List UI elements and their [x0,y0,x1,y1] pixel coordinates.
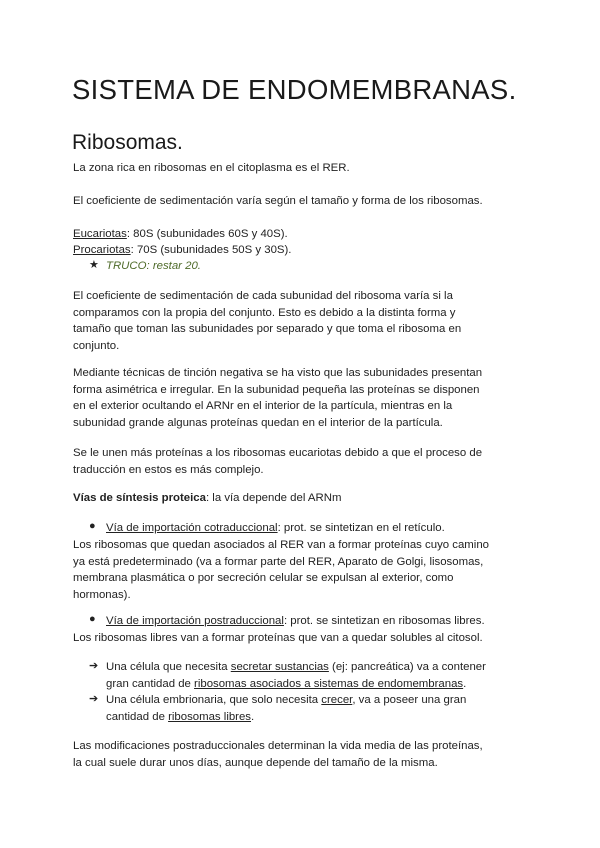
underlined-text: ribosomas asociados a sistemas de endomembranas [194,677,464,690]
underlined-text: secretar sustancias [230,661,329,673]
arrow-right-icon: ➔ [89,693,99,705]
paragraph-line: membrana plasmática o por secreción celular se expulsan al exterior, como [73,572,454,585]
paragraph [73,445,482,478]
eukaryote-line [73,226,288,243]
paragraph-line: tamaño que toman las subunidades por separado y que toma el ribosoma en [73,323,462,336]
tip-text: TRUCO: restar 20. [106,260,201,272]
paragraph-line: El coeficiente de sedimentación de cada subunidad del ribosoma varía si la [73,290,453,302]
paragraph-line: comparamos con la propia del conjunto. Esto es debido a la distinta forma y [73,306,456,319]
paragraph-line: traducción en estos es más complejo. [73,463,264,476]
paragraph [73,288,461,354]
paragraph-line: Se le unen más proteínas a los ribosomas eucariotas debido a que el proceso de [73,447,483,459]
text: Una célula embrionaria, que solo necesita [106,694,322,706]
arrow-right-icon: ➔ [89,660,99,672]
paragraph-line: hormonas). [73,588,131,601]
paragraph-line: conjunto. [73,339,120,352]
text: . [251,710,255,723]
bullet-label: Vía de importación cotraduccional [106,522,278,534]
bullet-text: : prot. se sintetizan en el retículo. [277,522,445,534]
arrow-item-line [106,676,486,693]
underlined-text: ribosomas libres [168,710,252,723]
paragraph [73,537,489,603]
paragraph-line: subunidad grande algunas proteínas quedan en el interior de la partícula. [73,416,443,429]
arrow-item-line [106,709,466,726]
underlined-text: crecer [321,694,353,706]
paragraph: Los ribosomas libres van a formar proteínas que van a quedar solubles al citosol. [73,632,483,644]
section-heading: Ribosomas. [72,131,183,154]
star-icon: ★ [89,259,99,271]
bullet-icon: ● [89,613,96,625]
paragraph-line: en el exterior ocultando el ARNr en el interior de la partícula, mientras en la [73,400,453,413]
prokaryote-label: Procariotas [73,244,131,256]
arrow-item [106,659,486,692]
paragraph-line: Las modificaciones postraduccionales determinan la vida media de las proteínas, [73,740,483,752]
paragraph-line: forma asimétrica e irregular. En la subunidad pequeña las proteínas se disponen [73,383,480,396]
text: . [463,677,467,690]
vias-text: : la vía depende del ARNm [205,492,342,504]
text: gran cantidad de [106,677,195,690]
paragraph-line: Los ribosomas que quedan asociados al RER van a formar proteínas cuyo camino [73,539,489,551]
bullet-item [106,613,485,630]
prokaryote-text: : 70S (subunidades 50S y 30S). [130,244,292,256]
paragraph-line: la cual suele durar unos días, aunque depende del tamaño de la misma. [73,756,438,769]
prokaryote-line [73,242,291,259]
bullet-icon: ● [89,520,96,532]
paragraph-line: Mediante técnicas de tinción negativa se ha visto que las subunidades presentan [73,367,483,379]
bullet-item [106,520,445,537]
paragraph [73,738,483,771]
arrow-item-line [106,659,486,676]
bullet-label: Vía de importación postraduccional [106,615,284,627]
text: (ej: pancreática) va a contener [328,661,486,673]
document-title: SISTEMA DE ENDOMEMBRANAS. [72,74,517,105]
arrow-item-line [106,692,466,709]
paragraph: La zona rica en ribosomas en el citoplasma es el RER. [73,162,350,174]
text: cantidad de [106,710,169,723]
text: Una célula que necesita [106,661,231,673]
paragraph-line: ya está predeterminado (va a formar parte del RER, Aparato de Golgi, lisosomas, [73,555,484,568]
paragraph: El coeficiente de sedimentación varía según el tamaño y forma de los ribosomas. [73,195,483,207]
eukaryote-text: : 80S (subunidades 60S y 40S). [126,228,288,240]
paragraph [73,365,482,431]
vias-line [73,490,341,507]
text: , va a poseer una gran [352,694,467,706]
bullet-text: : prot. se sintetizan en ribosomas libres. [283,615,485,627]
arrow-item [106,692,466,725]
vias-heading: Vías de síntesis proteica [73,492,206,504]
eukaryote-label: Eucariotas [73,228,127,240]
